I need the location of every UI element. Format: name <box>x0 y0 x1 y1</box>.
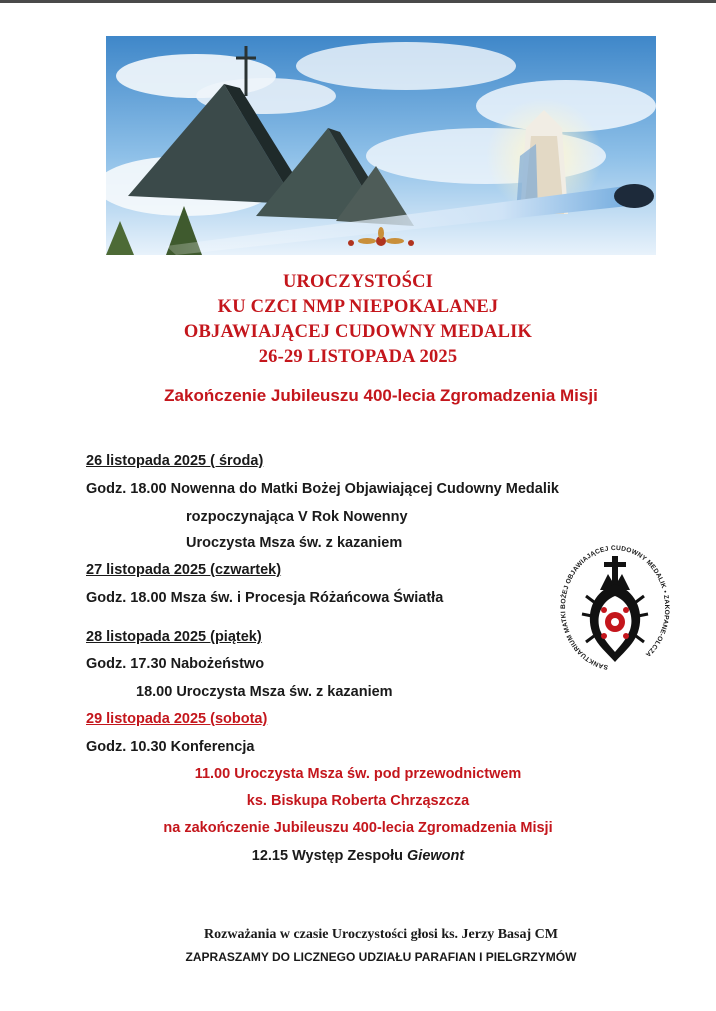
day3-line-1: Godz. 17.30 Nabożeństwo <box>86 656 265 672</box>
church-and-virgin-mary-banner <box>106 36 656 255</box>
title-line-4: 26-29 LISTOPADA 2025 <box>258 347 458 367</box>
day4-line-5 <box>0 848 716 864</box>
day1-line-3: Uroczysta Msza św. z kazaniem <box>186 535 403 551</box>
day2-line-1: Godz. 18.00 Msza św. i Procesja Różańcowa Światła <box>86 590 444 606</box>
footer-invitation: ZAPRASZAMY DO LICZNEGO UDZIAŁU PARAFIAN I PIELGRZYMÓW <box>185 950 577 964</box>
day4-line-1: Godz. 10.30 Konferencja <box>86 739 255 755</box>
day2-date: 27 listopada 2025 (czwartek) <box>86 562 282 578</box>
day1-line-2: rozpoczynająca V Rok Nowenny <box>186 509 408 525</box>
title-line-3: OBJAWIAJĄCEJ CUDOWNY MEDALIK <box>183 322 533 342</box>
svg-text:SANKTUARIUM MATKI BOŻEJ OBJAWI: SANKTUARIUM MATKI BOŻEJ OBJAWIAJĄCEJ CUDOWNY MEDALIK • ZAKOPANE-OLCZA <box>560 544 671 671</box>
top-border <box>0 0 716 3</box>
ensemble-name: Giewont <box>407 848 465 864</box>
day4-date: 29 listopada 2025 (sobota) <box>86 711 268 727</box>
day3-date: 28 listopada 2025 (piątek) <box>86 629 262 645</box>
day1-date: 26 listopada 2025 ( środa) <box>86 453 264 469</box>
jubilee-subtitle: Zakończenie Jubileuszu 400-lecia Zgromadzenia Misji <box>164 386 598 405</box>
day3-line-2: 18.00 Uroczysta Msza św. z kazaniem <box>136 684 393 700</box>
day4-line-5-prefix: 12.15 Występ Zespołu <box>251 848 408 864</box>
title-line-1: UROCZYSTOŚCI <box>282 272 434 292</box>
footer-reflections: Rozważania w czasie Uroczystości głosi ks. Jerzy Basaj CM <box>204 927 558 942</box>
event-title <box>0 270 716 370</box>
title-line-2: KU CZCI NMP NIEPOKALANEJ <box>217 297 499 317</box>
day4-line-2: 11.00 Uroczysta Msza św. pod przewodnictwem <box>194 766 522 782</box>
day4-line-3: ks. Biskupa Roberta Chrząszcza <box>246 793 470 809</box>
day1-line-1: Godz. 18.00 Nowenna do Matki Bożej Objawiającej Cudowny Medalik <box>86 481 559 497</box>
sanctuary-seal <box>556 540 674 682</box>
day4-line-4: na zakończenie Jubileuszu 400-lecia Zgromadzenia Misji <box>163 820 553 836</box>
